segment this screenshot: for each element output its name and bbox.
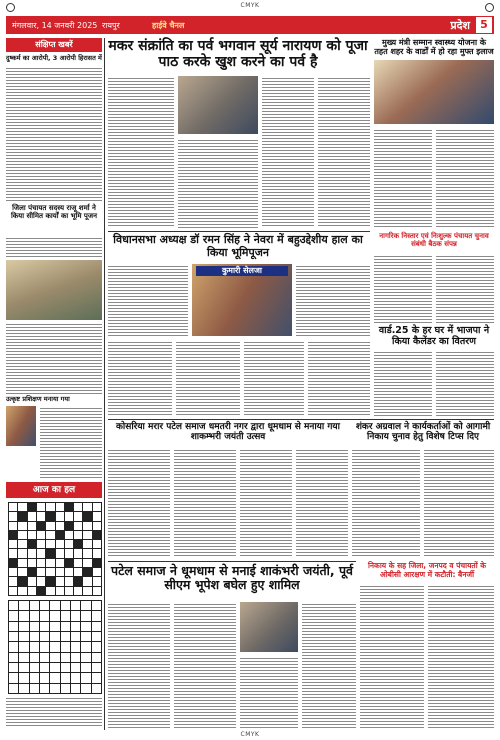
story-body [360,584,424,728]
issue-date: मंगलवार, 14 जनवरी 2025 [12,20,98,30]
story-body [424,448,494,558]
story-body [374,128,432,228]
lead-story-body [262,76,314,228]
section-divider [108,231,370,232]
page-number: 5 [476,17,492,33]
story-body [436,350,494,416]
story-body [108,264,188,336]
story-body [428,584,494,728]
kosariya-headline: कोसरिया मरार पटेल समाज धमतरी नगर द्वारा धूमधाम से मनाया गया शाकम्भरी जयंती उत्सव [116,422,340,443]
news-photo [6,260,102,320]
story-body [176,340,240,416]
crossword-grid [8,502,102,596]
story-body [374,350,432,416]
story-body [108,602,170,728]
story-body [174,448,236,558]
obc-headline: निकाय के सह जिला, जनपद व पंचायतों के ओबीसी आरक्षण में कटौती: बैनर्जी [367,561,487,579]
shankar-headline: शंकर अग्रवाल ने कार्यकर्ताओं को आगामी निकाय चुनाव हेतु विशेष टिप्स दिए [355,422,491,443]
brief-story-body [40,406,102,478]
page-header [6,16,494,34]
brief-story-body [6,322,102,394]
story-body [352,448,420,558]
right-top-headline: मुख्य मंत्री सम्मान स्वास्थ्य योजना के तहत शहर के वार्डों में हो रहा मुफ्त इलाज [374,38,494,57]
column-divider [104,38,105,730]
story-body [308,340,370,416]
bottom-headline: पटेल समाज ने धूमधाम से मनाई शाकंभरी जयंती, पूर्व सीएम भूपेश बघेल हुए शामिल [110,563,354,593]
story-body [436,254,494,324]
brief-story-body [6,236,102,258]
lead-headline: मकर संक्रांति का पर्व भगवान सूर्य नारायण को पूजा पाठ करके खुश करने का पर्व है [108,38,368,71]
newspaper-brand: हाईवे चैनल [152,20,185,30]
story-body [244,340,304,416]
registration-mark-icon [485,3,494,12]
news-photo [240,602,298,652]
print-mark-bottom: CMYK [240,731,260,738]
edition-city: रायपुर [102,20,120,30]
lead-story-body [178,138,258,228]
story-body [108,340,172,416]
story-body [174,602,236,728]
news-photo [6,406,36,446]
story-body [436,128,494,228]
brief-story-body [6,66,102,201]
story-body [374,254,432,324]
second-headline: विधानसभा अध्यक्ष डॉ रमन सिंह ने नेवरा में बहुउद्देशीय हाल का किया भूमिपूजन [113,233,363,259]
section-title: प्रदेश [450,18,470,32]
section-divider [108,419,494,420]
story-body [240,656,298,728]
puzzle-body [6,696,102,728]
brief-story-headline: जिला पंचायत सदस्य राजू शर्मा ने किया सीमित कार्यों का भूमि पूजन [10,204,97,221]
brief-news-box-title: संक्षिप्त खबरें [6,38,102,52]
story-body [108,448,170,558]
sudoku-grid [8,600,102,694]
news-photo [374,60,494,124]
story-body [240,448,292,558]
section-divider [108,561,356,562]
mid-small-headline: नागरिक निस्तार एवं निःशुल्क पंचायत चुनाव संबंधी बैठक संपन्न [379,232,489,249]
brief-story-headline: उत्कृष्ट प्रशिक्षण मनाया गया [6,395,70,403]
story-body [296,448,348,558]
ward-headline: वार्ड.25 के हर घर में भाजपा ने किया कैलेंडर का वितरण [378,325,490,347]
print-mark-top: CMYK [240,2,260,9]
lead-photo [178,76,258,134]
registration-mark-icon [6,3,15,12]
lead-story-body [108,76,174,228]
photo-banner-caption: कुमारी सेलजा [196,266,288,276]
lead-story-body [318,76,370,228]
brief-story-headline: दुष्कर्म का आरोपी, 3 आरोपी हिरासत में [6,54,102,62]
story-body [296,264,370,336]
story-body [302,602,356,728]
puzzle-solution-title: आज का हल [6,482,102,498]
